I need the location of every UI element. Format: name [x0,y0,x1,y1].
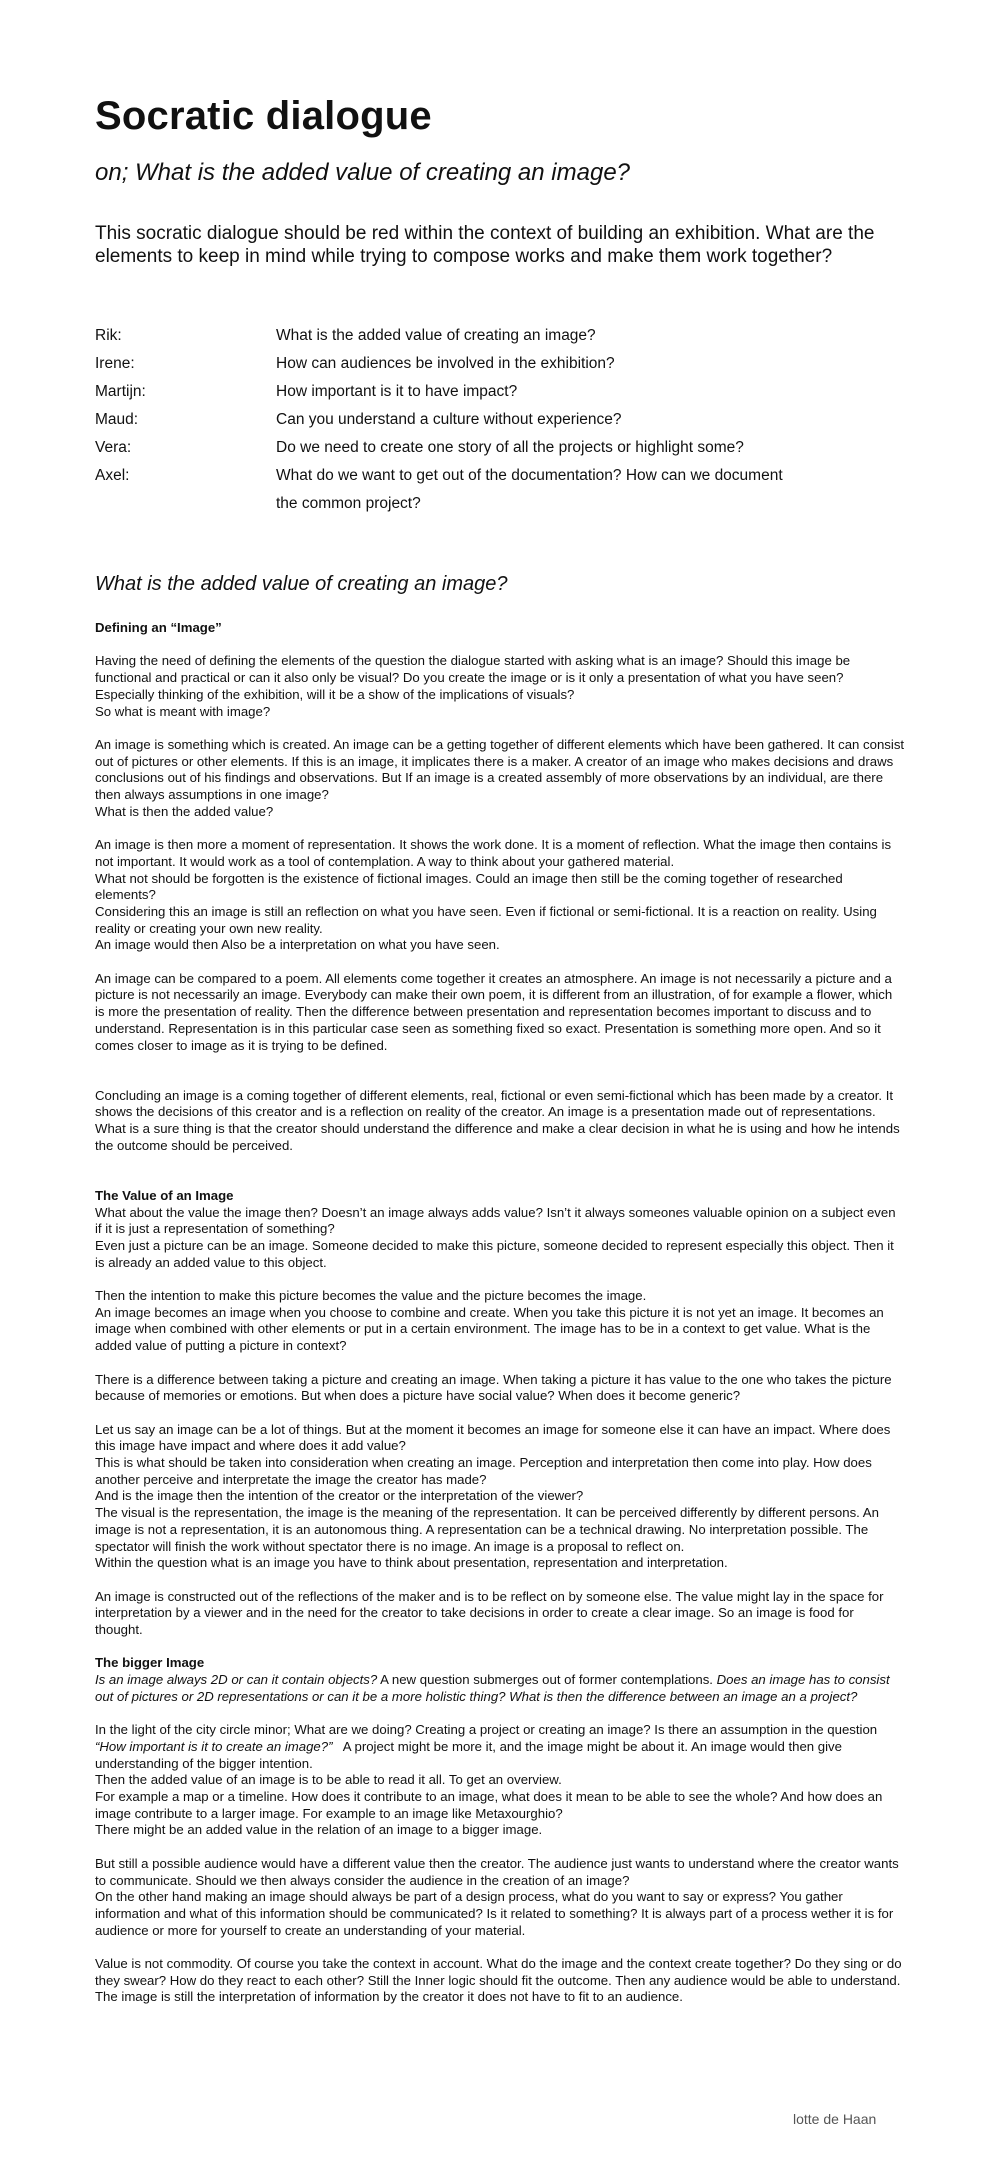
body-text: There might be an added value in the relation of an image to a bigger image. [95,1822,543,1838]
participants-list [95,322,905,518]
participant-name: Vera: [95,439,132,456]
participant-row [95,434,905,462]
body-text: But still a possible audience would have a different value then the creator. The audience just wants to understand where the creator wants to communicate. Should we then always consider the audience in the creation of an image? [95,1855,899,1888]
italic-question: Does an image has to consist out of pictures or 2D representations or can it be a more holistic thing? What is then the difference between an image an a project? [95,1672,890,1704]
participant-question: What do we want to get out of the documentation? How can we document the common project? [276,467,783,512]
body-text: Then the added value of an image is to be able to read it all. To get an overview. [95,1772,562,1788]
section-heading-value: The Value of an Image [95,1187,234,1203]
body-text: An image is constructed out of the reflections of the maker and is to be reflect on by someone else. The value might lay in the space for interpretation by a viewer and in the need for the creator to take decisions in order to create a clear image. So an image is food for thought. [95,1588,884,1638]
italic-question: Is an image always 2D or can it contain objects? [95,1672,378,1688]
body-text: An image becomes an image when you choose to combine and create. When you take this picture it is not yet an image. It becomes an image when combined with other elements or put in a certain environment. The image has to be in a context to get value. What is the added value of putting a picture in context? [95,1304,884,1354]
body-text: This is what should be taken into consideration when creating an image. Perception and interpretation then come into play. How does another perceive and interpretate the image the creator has made? [95,1455,872,1487]
participant-name: Martijn: [95,383,146,400]
body-text [95,1722,905,1772]
body-text-span: In the light of the city circle minor; What are we doing? Creating a project or creating an image? Is there an assumption in the question [95,1722,878,1738]
participant-row [95,350,905,378]
body-text: And is the image then the intention of the creator or the interpretation of the viewer? [95,1488,584,1504]
participant-name: Irene: [95,355,135,372]
body-text: An image can be compared to a poem. All elements come together it creates an atmosphere. An image is not necessarily a picture and a picture is not necessarily an image. Everybody can make their own poem, it is different from an illustration, of for example a flower, which is more the presentation of reality. Then the difference between presentation and representation becomes important to discuss and to understand. Representation is in this particular case seen as something fixed so exact. Presentation is something more open. And so it comes closer to image as it is trying to be defined. [95,970,893,1053]
participant-row [95,406,905,434]
body-text: An image is something which is created. An image can be a getting together of different elements which have been gathered. It can consist out of pictures or other elements. If this is an image, it implicates there is a maker. A creator of an image who makes decisions and draws conclusions out of his findings and observations. But If an image is a created assembly of more observations by an individual, are there then always assumptions in one image? [95,736,905,802]
body-text: What not should be forgotten is the existence of fictional images. Could an image then still be the coming together of researched elements? [95,870,843,903]
dialogue-body [95,620,905,2006]
body-text: So what is meant with image? [95,703,271,719]
participant-question: Can you understand a culture without experience? [276,411,622,428]
page-subtitle: on; What is the added value of creating an image? [95,159,631,186]
participant-row [95,462,905,518]
body-text: Having the need of defining the elements of the question the dialogue started with asking what is an image? Should this image be functional and practical or can it also only be visual? Do you create the image or is it only a presentation of what you have seen? Especially thinking of the exhibition, will it be a show of the implications of visuals? [95,653,851,702]
section-heading-defining: Defining an “Image” [95,620,222,635]
participant-row [95,322,905,350]
participant-name: Rik: [95,327,122,344]
body-text: An image is then more a moment of representation. It shows the work done. It is a moment of reflection. What the image then contains is not important. It would work as a tool of contemplation. A way to think about your gathered material. [95,837,892,869]
section-heading-bigger: The bigger Image [95,1655,205,1671]
body-text: Considering this an image is still an reflection on what you have seen. Even if fictional or semi-fictional. It is a reaction on reality. Using reality or creating your own new reality. [95,903,877,936]
intro-paragraph: This socratic dialogue should be red within the context of building an exhibition. What are the elements to keep in mind while trying to compose works and make them work together? [95,223,875,267]
section-question: What is the added value of creating an image? [95,573,508,595]
body-text: Even just a picture can be an image. Someone decided to make this picture, someone decided to represent especially this object. Then it is already an added value to this object. [95,1237,894,1270]
body-text: For example a map or a timeline. How does it contribute to an image, what does it mean to be able to see the whole? And how does an image contribute to a larger image. For example to an image like Metaxourghio? [95,1789,883,1821]
participant-question: What is the added value of creating an image? [276,327,596,344]
page-title: Socratic dialogue [95,94,432,138]
body-text: Value is not commodity. Of course you take the context in account. What do the image and the context create together? Do they sing or do they swear? How do they react to each other? Still the Inner logic should fit the outcome. Then any audience would be able to understand. The image is still the interpretation of information by the creator it does not have to fit to an audience. [95,1956,902,2005]
body-text: The visual is the representation, the image is the meaning of the representation. It can be perceived differently by different persons. An image is not a representation, it is an autonomous thing. A representation can be a technical drawing. No interpretation possible. The spectator will finish the work without spectator there is no image. An image is a proposal to reflect on. [95,1505,879,1554]
body-text: What about the value the image then? Doesn’t an image always adds value? Isn’t it always someones valuable opinion on a subject even if it is just a representation of something? [95,1204,896,1237]
body-text: Let us say an image can be a lot of things. But at the moment it becomes an image for someone else it can have an impact. Where does this image have impact and where does it add value? [95,1421,891,1454]
body-text: Then the intention to make this picture becomes the value and the picture becomes the image. [95,1288,647,1304]
body-text: On the other hand making an image should always be part of a design process, what do you want to say or express? You gather information and what of this information should be communicated? Is it related to something? It is always part of a process wether it is for audience or more for yourself to create an understanding of your material. [95,1889,894,1938]
participant-question: How can audiences be involved in the exhibition? [276,355,615,372]
author-signature: lotte de Haan [793,2111,877,2127]
body-text: Concluding an image is a coming together of different elements, real, fictional or even semi-fictional which has been made by a creator. It shows the decisions of this creator and is a reflection on reality of the creator. An image is a presentation made out of representations. What is a sure thing is that the creator should understand the difference and make a clear decision in what he is using and how he intends the outcome should be perceived. [95,1087,900,1153]
body-text: Within the question what is an image you have to think about presentation, representation and interpretation. [95,1555,728,1571]
body-text: What is then the added value? [95,803,274,819]
participant-question: Do we need to create one story of all the projects or highlight some? [276,439,744,456]
italic-quote: “How important is it to create an image?” [95,1738,333,1754]
body-text-span: A new question submerges out of former contemplations. [377,1672,717,1688]
participant-question: How important is it to have impact? [276,383,518,400]
body-text-span: A project might be more it, and the image might be about it. An image would then give understanding of the bigger intention. [95,1738,846,1771]
body-text: There is a difference between taking a picture and creating an image. When taking a picture it has value to the one who takes the picture because of memories or emotions. But when does a picture have social value? When does it become generic? [95,1371,892,1404]
body-text [95,1672,905,1705]
participant-row [95,378,905,406]
participant-name: Axel: [95,467,130,484]
body-text: An image would then Also be a interpretation on what you have seen. [95,937,500,953]
participant-name: Maud: [95,411,139,428]
